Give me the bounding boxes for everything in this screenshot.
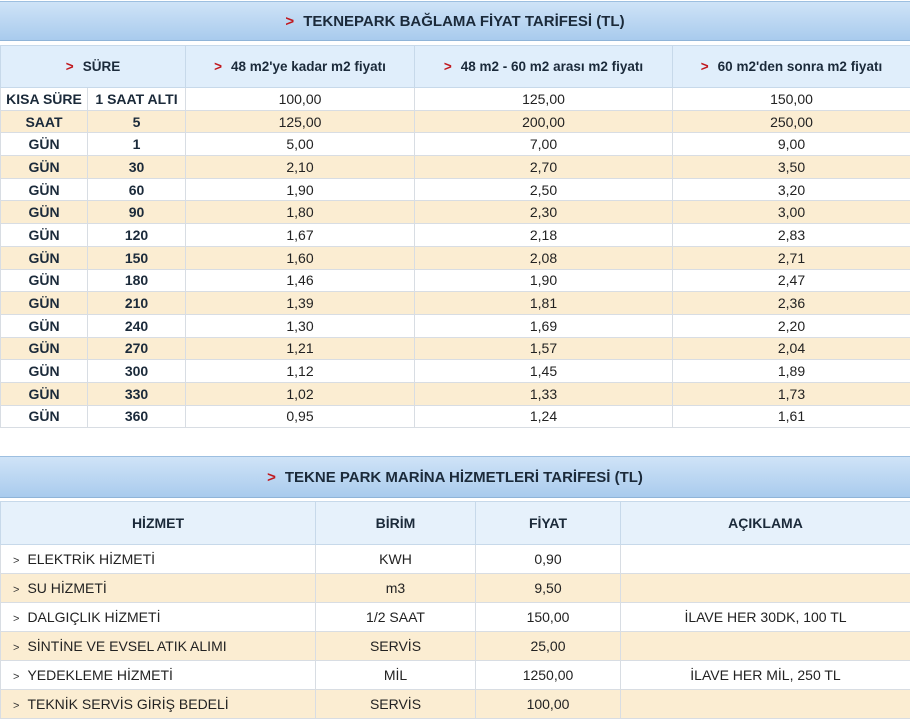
tariff-title-bar [0,1,910,41]
price-over-60-cell: 9,00 [673,133,910,156]
price-over-60-cell: 2,83 [673,224,910,247]
price-up-to-48-cell: 1,46 [186,269,415,292]
header-description: AÇIKLAMA [621,502,910,545]
unit-cell: GÜN [1,292,88,315]
service-name: SU HİZMETİ [27,580,107,596]
header-duration: > SÜRE [1,46,186,88]
price-over-60-cell: 2,71 [673,246,910,269]
service-name: DALGIÇLIK HİZMETİ [27,609,161,625]
price-up-to-48-cell: 100,00 [186,88,415,111]
price-48-60-cell: 1,81 [415,292,673,315]
tariff-row [1,314,910,337]
price-48-60-cell: 2,30 [415,201,673,224]
service-row [1,603,910,632]
red-chevron-icon: > [267,468,276,486]
service-price-cell: 100,00 [476,690,621,719]
header-price-over-60: > 60 m2'den sonra m2 fiyatı [673,46,910,88]
unit-cell: GÜN [1,178,88,201]
service-unit-cell: KWH [316,545,476,574]
amount-cell: 300 [88,360,186,383]
tariff-row [1,382,910,405]
tariff-row [1,133,910,156]
unit-cell: GÜN [1,156,88,179]
header-price: FİYAT [476,502,621,545]
price-up-to-48-cell: 125,00 [186,110,415,133]
services-table [0,501,910,719]
service-name: TEKNİK SERVİS GİRİŞ BEDELİ [27,696,229,712]
amount-cell: 30 [88,156,186,179]
service-price-cell: 150,00 [476,603,621,632]
service-price-cell: 25,00 [476,632,621,661]
amount-cell: 5 [88,110,186,133]
tariff-row [1,405,910,428]
services-title-bar [0,456,910,498]
price-over-60-cell: 3,20 [673,178,910,201]
service-row [1,545,910,574]
amount-cell: 240 [88,314,186,337]
price-up-to-48-cell: 1,30 [186,314,415,337]
header-price-48-60: > 48 m2 - 60 m2 arası m2 fiyatı [415,46,673,88]
service-name-cell [1,603,316,632]
price-48-60-cell: 1,90 [415,269,673,292]
tariff-row [1,88,910,111]
service-unit-cell: 1/2 SAAT [316,603,476,632]
service-name-cell [1,632,316,661]
bullet-chevron-icon: > [13,584,20,596]
price-up-to-48-cell: 1,80 [186,201,415,224]
price-over-60-cell: 3,00 [673,201,910,224]
amount-cell: 1 [88,133,186,156]
price-48-60-cell: 2,70 [415,156,673,179]
price-up-to-48-cell: 1,02 [186,382,415,405]
unit-cell: GÜN [1,224,88,247]
service-name-cell [1,690,316,719]
price-up-to-48-cell: 1,90 [186,178,415,201]
service-name-cell [1,545,316,574]
amount-cell: 360 [88,405,186,428]
services-header-row [1,502,910,545]
price-48-60-cell: 2,08 [415,246,673,269]
tariff-row [1,201,910,224]
service-description-cell [621,545,910,574]
header-service: HİZMET [1,502,316,545]
service-price-cell: 9,50 [476,574,621,603]
price-48-60-cell: 1,24 [415,405,673,428]
price-over-60-cell: 250,00 [673,110,910,133]
tariff-row [1,337,910,360]
price-over-60-cell: 2,04 [673,337,910,360]
price-over-60-cell: 3,50 [673,156,910,179]
tariff-row [1,360,910,383]
unit-cell: GÜN [1,314,88,337]
price-up-to-48-cell: 1,60 [186,246,415,269]
service-unit-cell: MİL [316,661,476,690]
service-description-cell: İLAVE HER MİL, 250 TL [621,661,910,690]
price-over-60-cell: 1,61 [673,405,910,428]
price-48-60-cell: 1,69 [415,314,673,337]
price-up-to-48-cell: 0,95 [186,405,415,428]
bullet-chevron-icon: > [13,642,20,654]
tariff-title: TEKNEPARK BAĞLAMA FİYAT TARİFESİ (TL) [303,12,625,30]
amount-cell: 210 [88,292,186,315]
amount-cell: 60 [88,178,186,201]
price-48-60-cell: 7,00 [415,133,673,156]
service-name: ELEKTRİK HİZMETİ [27,551,156,567]
red-chevron-icon: > [700,59,709,74]
header-price-up-to-48: > 48 m2'ye kadar m2 fiyatı [186,46,415,88]
amount-cell: 270 [88,337,186,360]
price-up-to-48-cell: 1,39 [186,292,415,315]
price-over-60-cell: 2,47 [673,269,910,292]
amount-cell: 1 SAAT ALTI [88,88,186,111]
tariff-row [1,292,910,315]
service-name: YEDEKLEME HİZMETİ [27,667,173,683]
price-up-to-48-cell: 1,12 [186,360,415,383]
service-name-cell [1,661,316,690]
service-price-cell: 1250,00 [476,661,621,690]
service-row [1,632,910,661]
price-over-60-cell: 1,89 [673,360,910,383]
price-up-to-48-cell: 1,21 [186,337,415,360]
amount-cell: 180 [88,269,186,292]
price-48-60-cell: 1,45 [415,360,673,383]
service-row [1,690,910,719]
tariff-row [1,224,910,247]
price-over-60-cell: 1,73 [673,382,910,405]
bullet-chevron-icon: > [13,671,20,683]
service-row [1,661,910,690]
unit-cell: GÜN [1,269,88,292]
unit-cell: KISA SÜRE [1,88,88,111]
service-description-cell: İLAVE HER 30DK, 100 TL [621,603,910,632]
tariff-row [1,269,910,292]
unit-cell: GÜN [1,360,88,383]
unit-cell: SAAT [1,110,88,133]
service-unit-cell: m3 [316,574,476,603]
red-chevron-icon: > [214,59,223,74]
service-description-cell [621,632,910,661]
unit-cell: GÜN [1,246,88,269]
amount-cell: 330 [88,382,186,405]
tariff-row [1,178,910,201]
price-up-to-48-cell: 1,67 [186,224,415,247]
unit-cell: GÜN [1,405,88,428]
red-chevron-icon: > [443,59,452,74]
price-over-60-cell: 2,20 [673,314,910,337]
tariff-header-row [1,46,910,88]
price-48-60-cell: 2,50 [415,178,673,201]
service-description-cell [621,574,910,603]
unit-cell: GÜN [1,201,88,224]
amount-cell: 150 [88,246,186,269]
tariff-table [0,45,910,428]
service-name: SİNTİNE VE EVSEL ATIK ALIMI [27,638,227,654]
price-48-60-cell: 2,18 [415,224,673,247]
service-row [1,574,910,603]
price-up-to-48-cell: 5,00 [186,133,415,156]
service-unit-cell: SERVİS [316,690,476,719]
amount-cell: 90 [88,201,186,224]
amount-cell: 120 [88,224,186,247]
price-over-60-cell: 2,36 [673,292,910,315]
header-unit: BİRİM [316,502,476,545]
price-over-60-cell: 150,00 [673,88,910,111]
tariff-row [1,110,910,133]
service-unit-cell: SERVİS [316,632,476,661]
unit-cell: GÜN [1,382,88,405]
service-description-cell [621,690,910,719]
bullet-chevron-icon: > [13,613,20,625]
bullet-chevron-icon: > [13,555,20,567]
red-chevron-icon: > [285,12,295,30]
services-title: TEKNE PARK MARİNA HİZMETLERİ TARİFESİ (TL) [284,468,643,486]
tariff-row [1,156,910,179]
bullet-chevron-icon: > [13,700,20,712]
red-chevron-icon: > [65,59,74,74]
price-48-60-cell: 125,00 [415,88,673,111]
price-48-60-cell: 1,57 [415,337,673,360]
unit-cell: GÜN [1,337,88,360]
service-price-cell: 0,90 [476,545,621,574]
price-up-to-48-cell: 2,10 [186,156,415,179]
unit-cell: GÜN [1,133,88,156]
price-48-60-cell: 1,33 [415,382,673,405]
price-48-60-cell: 200,00 [415,110,673,133]
tariff-row [1,246,910,269]
service-name-cell [1,574,316,603]
